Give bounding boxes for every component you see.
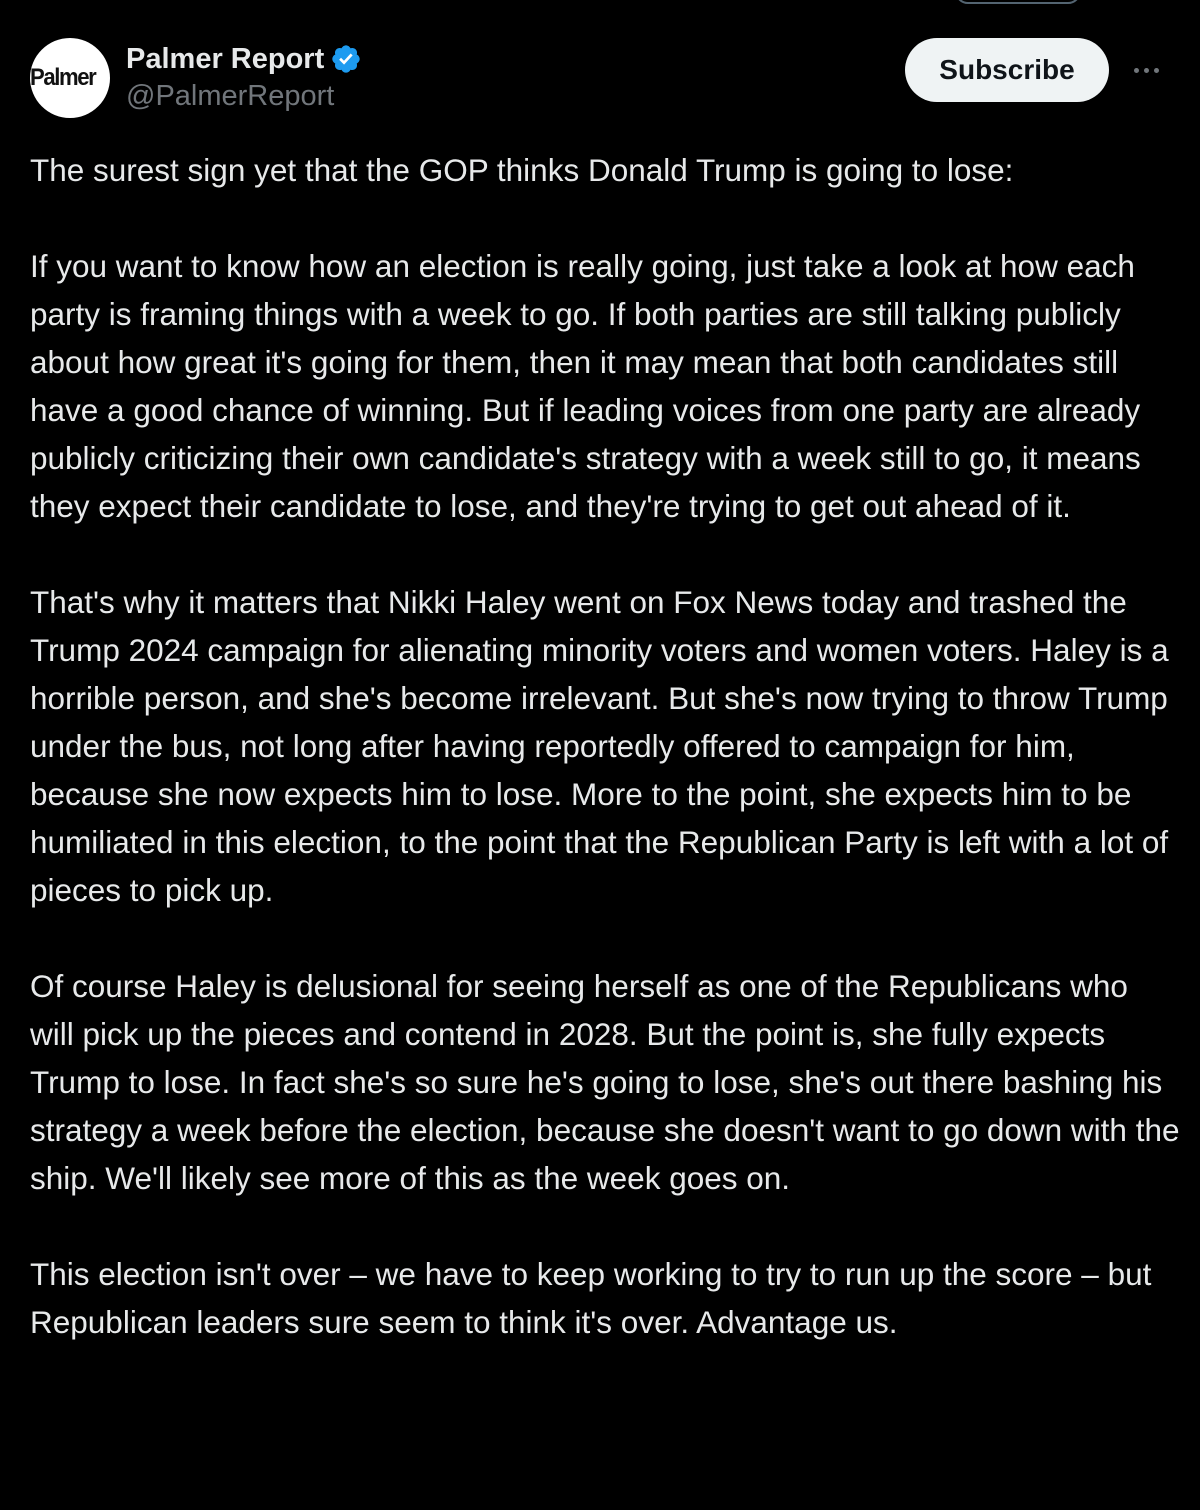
more-horizontal-icon[interactable] <box>1126 60 1166 80</box>
tweet-paragraph-3: That's why it matters that Nikki Haley went on Fox News today and trashed the Trump 2024 campaign for alienating minority voters and women voters. Haley is a horrible person, and she's become irrelevant. But she's now trying to throw Trump under the bus, not long after having reportedly offered to campaign for him, because she now expects him to lose. More to the point, she expects him to be humiliated in this election, to the point that the Republican Party is left with a lot of pieces to pick up. <box>30 584 1169 908</box>
author-info <box>126 40 362 113</box>
avatar-logo-text: Palmer <box>30 64 96 91</box>
display-name-row <box>126 40 362 78</box>
tweet-text <box>30 146 1180 1394</box>
avatar[interactable] <box>30 38 110 118</box>
tweet-paragraph-2: If you want to know how an election is really going, just take a look at how each party is framing things with a week to go. If both parties are still talking publicly about how great it's going for them, then it may mean that both candidates still have a good chance of winning. But if leading voices from one party are already publicly criticizing their own candidate's strategy with a week still to go, it means they expect their candidate to lose, and they're trying to get out ahead of it. <box>30 248 1141 524</box>
subscribe-button[interactable]: Subscribe <box>905 38 1109 102</box>
display-name[interactable]: Palmer Report <box>126 42 325 75</box>
tweet-paragraph-5: This election isn't over – we have to keep working to try to run up the score – but Republican leaders sure seem to think it's over. Advantage us. <box>30 1256 1152 1340</box>
handle[interactable]: @PalmerReport <box>126 80 335 112</box>
more-dot <box>1134 68 1139 73</box>
top-pill-button[interactable] <box>955 0 1081 4</box>
tweet-paragraph-4: Of course Haley is delusional for seeing herself as one of the Republicans who will pick up the pieces and contend in 2028. But the point is, she fully expects Trump to lose. In fact she's so sure he's going to lose, she's out there bashing his strategy a week before the election, because she doesn't want to go down with the ship. We'll likely see more of this as the week goes on. <box>30 968 1180 1196</box>
more-dot <box>1154 68 1159 73</box>
tweet-header <box>30 38 1170 118</box>
tweet-paragraph-1: The surest sign yet that the GOP thinks Donald Trump is going to lose: <box>30 152 1014 188</box>
verified-badge-icon[interactable] <box>330 43 362 75</box>
more-dot <box>1144 68 1149 73</box>
